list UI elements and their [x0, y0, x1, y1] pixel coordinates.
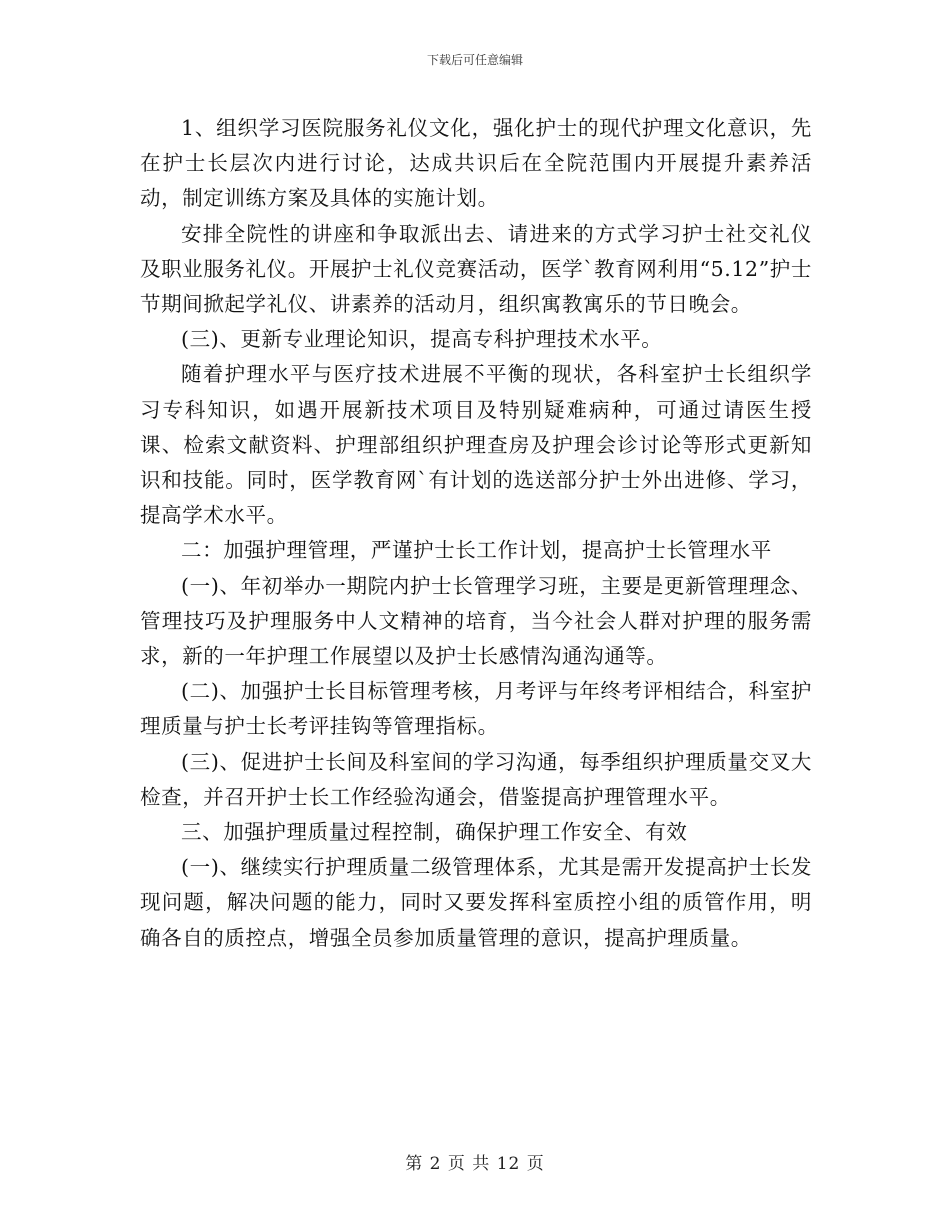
document-body: [140, 111, 812, 956]
paragraph-4: 随着护理水平与医疗技术进展不平衡的现状，各科室护士长组织学习专科知识，如遇开展新技术项目及特别疑难病种，可通过请医生授课、检索文献资料、护理部组织护理查房及护理会诊讨论等形式更新知识和技能。同时，医学教育网`有计划的选送部分护士外出进修、学习，提高学术水平。: [140, 362, 812, 528]
page-header: 下载后可任意编辑: [426, 53, 523, 67]
paragraph-6: (一)、年初举办一期院内护士长管理学习班，主要是更新管理理念、管理技巧及护理服务中人文精神的培育，当今社会人群对护理的服务需求，新的一年护理工作展望以及护士长感情沟通沟通等。: [140, 573, 812, 669]
paragraph-9: 三、加强护理质量过程控制，确保护理工作安全、有效: [181, 820, 688, 845]
paragraph-7: (二)、加强护士长目标管理考核，月考评与年终考评相结合，科室护理质量与护士长考评挂钩等管理指标。: [140, 679, 812, 739]
paragraph-8: (三)、促进护士长间及科室间的学习沟通，每季组织护理质量交叉大检查，并召开护士长工作经验沟通会，借鉴提高护理管理水平。: [140, 749, 812, 809]
paragraph-2: 安排全院性的讲座和争取派出去、请进来的方式学习护士社交礼仪及职业服务礼仪。开展护士礼仪竞赛活动，医学`教育网利用“5.12”护士节期间掀起学礼仪、讲素养的活动月，组织寓教寓乐的节日晚会。: [140, 221, 812, 317]
paragraph-1: 1、组织学习医院服务礼仪文化，强化护士的现代护理文化意识，先在护士长层次内进行讨论，达成共识后在全院范围内开展提升素养活动，制定训练方案及具体的实施计划。: [140, 116, 812, 211]
page-footer: 第 2 页 共 12 页: [405, 1154, 545, 1174]
paragraph-3: (三)、更新专业理论知识，提高专科护理技术水平。: [181, 327, 663, 352]
paragraph-5: 二：加强护理管理，严谨护士长工作计划，提高护士长管理水平: [181, 538, 772, 563]
paragraph-10: (一)、继续实行护理质量二级管理体系，尤其是需开发提高护士长发现问题，解决问题的能力，同时又要发挥科室质控小组的质管作用，明确各自的质控点，增强全员参加质量管理的意识，提高护理质量。: [140, 855, 812, 950]
